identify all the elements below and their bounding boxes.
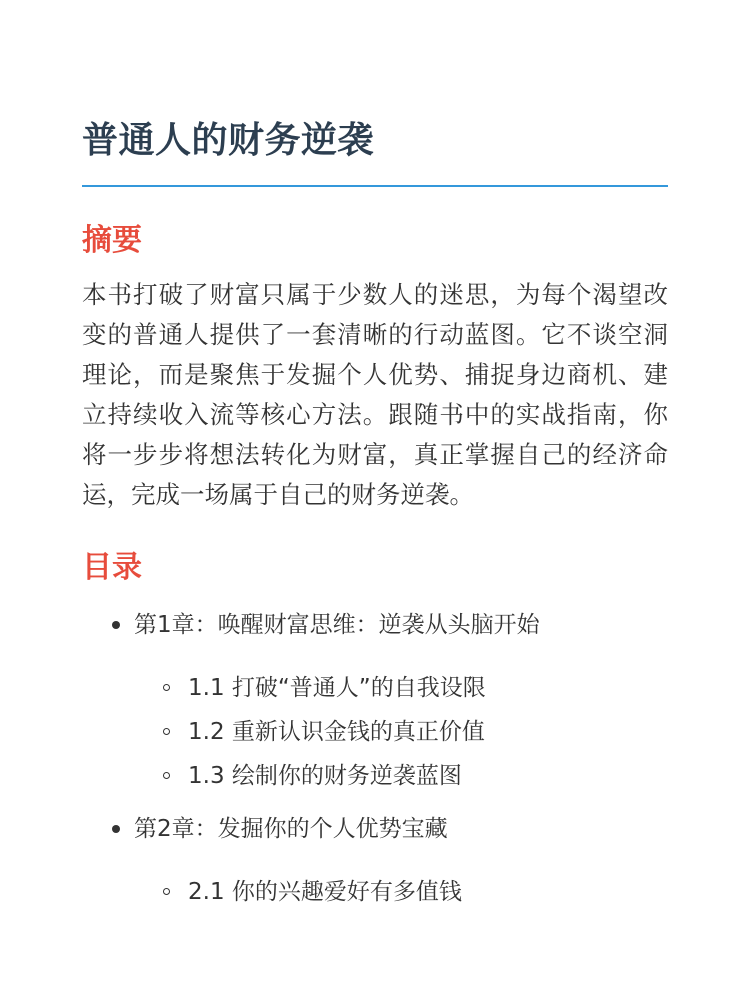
toc-section [134, 710, 668, 754]
page-title: 普通人的财务逆袭 [82, 120, 375, 161]
toc-heading: 目录 [82, 550, 142, 585]
title-divider [82, 185, 668, 187]
section-title: 1.2 重新认识金钱的真正价值 [188, 719, 485, 745]
summary-heading: 摘要 [82, 223, 142, 258]
section-title: 2.1 你的兴趣爱好有多值钱 [188, 879, 462, 905]
section-title: 1.1 打破“普通人”的自我设限 [188, 675, 486, 701]
chapter-title: 第1章：唤醒财富思维：逆袭从头脑开始 [134, 612, 540, 638]
section-list [134, 666, 668, 798]
toc-section [134, 870, 668, 914]
bullet-disc-icon [112, 825, 120, 833]
toc-chapter [82, 608, 668, 798]
summary-text: 本书打破了财富只属于少数人的迷思，为每个渴望改变的普通人提供了一套清晰的行动蓝图。它不谈空洞理论，而是聚焦于发掘个人优势、捕捉身边商机、建立持续收入流等核心方法。跟随书中的实战指南，你将一步步将想法转化为财富，真正掌握自己的经济命运，完成一场属于自己的财务逆袭。 [82, 280, 668, 509]
section-list [134, 870, 668, 914]
bullet-circle-icon [163, 888, 170, 895]
toc-chapter [82, 812, 668, 914]
document [82, 118, 668, 914]
bullet-circle-icon [163, 728, 170, 735]
section-title: 1.3 绘制你的财务逆袭蓝图 [188, 763, 462, 789]
bullet-circle-icon [163, 684, 170, 691]
bullet-disc-icon [112, 621, 120, 629]
toc-section [134, 666, 668, 710]
table-of-contents [82, 608, 668, 914]
toc-section [134, 754, 668, 798]
bullet-circle-icon [163, 772, 170, 779]
chapter-title: 第2章：发掘你的个人优势宝藏 [134, 816, 448, 842]
